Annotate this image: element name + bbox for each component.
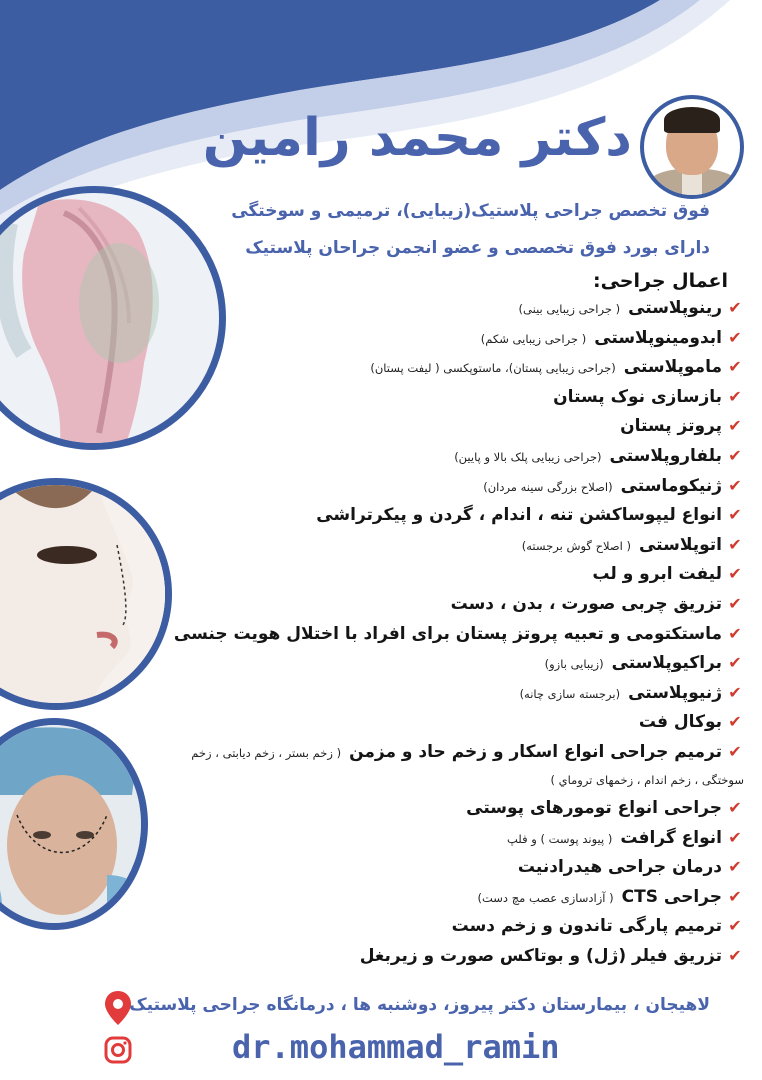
list-item-title: بلفاروپلاستی (609, 445, 722, 466)
list-item-note: ( جراحی زیبایی شکم) (480, 331, 587, 346)
list-item (184, 476, 744, 506)
list-item-title: براکیوپلاستی (611, 653, 722, 674)
list-item (184, 328, 744, 358)
list-item (184, 712, 744, 742)
check-icon: ✔ (728, 827, 742, 847)
check-icon: ✔ (728, 623, 742, 643)
list-item-title: اتوپلاستی (638, 534, 722, 555)
services-list (173, 298, 744, 772)
list-item-title: تزریق چربی صورت ، بدن ، دست (450, 593, 722, 614)
list-item-title: پروتز پستان (620, 416, 722, 437)
list-item (184, 946, 744, 976)
check-icon: ✔ (728, 534, 742, 554)
check-icon: ✔ (728, 445, 742, 465)
list-item-title: رینوپلاستی (628, 298, 722, 318)
services-heading: اعمال جراحی: (592, 270, 728, 292)
list-item (184, 298, 744, 328)
list-item-title: تزریق فیلر (ژل) و بوتاکس صورت و زیربغل (359, 945, 722, 966)
surgery-patient-image (0, 718, 148, 930)
list-item-note: (برجسته سازی چانه) (519, 686, 621, 701)
list-item (184, 416, 744, 446)
list-item-note: (جراحی زیبایی پلک بالا و پایین) (454, 449, 602, 464)
doctor-avatar (640, 95, 744, 199)
check-icon: ✔ (728, 653, 742, 673)
list-item-note: (جراحی زیبایی پستان)، ماستوپکسی ( لیفت پستان) (370, 361, 616, 376)
location-pin-icon (104, 990, 132, 1026)
list-item (184, 683, 744, 713)
face-profile-image (0, 478, 172, 710)
list-item-title: بوکال فت (638, 712, 722, 733)
list-item-title: جراحی CTS (621, 886, 722, 907)
list-item-title: ترمیم جراحی انواع اسکار و زخم حاد و مزمن (349, 741, 722, 762)
check-icon: ✔ (728, 712, 742, 732)
list-item-title: بازسازی نوک پستان (553, 386, 722, 407)
list-item-note: ( زخم بستر ، زخم دیابتی ، زخم (191, 745, 342, 760)
check-icon: ✔ (728, 916, 742, 936)
list-item-title: لیفت ابرو و لب (592, 564, 722, 585)
list-item (184, 916, 744, 946)
list-item (184, 446, 744, 476)
check-icon: ✔ (728, 593, 742, 613)
list-item-continuation: سوختگی ، زخم اندام ، زخمهای تروماي ) (550, 773, 744, 787)
list-item (184, 535, 744, 565)
check-icon: ✔ (728, 945, 742, 965)
list-item-title: جراحی انواع تومورهای پوستی (466, 798, 722, 818)
list-item-note: ( جراحی زیبایی بینی) (518, 302, 621, 316)
list-item-note: ( اصلاح گوش برجسته) (521, 538, 631, 553)
services-list-2 (184, 798, 744, 976)
check-icon: ✔ (728, 886, 742, 906)
list-item-note: (اصلاح بزرگی سینه مردان) (483, 479, 613, 494)
list-item-title: ژنیکوماستی (620, 475, 722, 496)
list-item-title: انواع لیپوساکشن تنه ، اندام ، گردن و پیکرتراشی (316, 505, 722, 526)
list-item-note: (زیبایی بازو) (544, 657, 604, 672)
list-item-title: ژنیوپلاستی (628, 682, 722, 703)
check-icon: ✔ (728, 327, 742, 347)
list-item-note: ( آزادسازی عصب مچ دست) (477, 890, 614, 905)
check-icon: ✔ (728, 386, 742, 406)
address-text: لاهیجان ، بیمارستان دکتر پیروز، دوشنبه ها ، درمانگاه جراحی پلاستیک (129, 995, 710, 1015)
list-item-title: ماموپلاستی (623, 357, 722, 378)
list-item (184, 742, 744, 772)
list-item-title: ماستکتومی و تعبیه پروتز پستان برای افراد با اختلال هویت جنسی (173, 623, 722, 644)
list-item (184, 857, 744, 887)
board-line: دارای بورد فوق تخصصی و عضو انجمن جراحان پلاستیک (245, 238, 710, 258)
doctor-name: دکتر محمد رامین (202, 108, 632, 168)
check-icon: ✔ (728, 682, 742, 702)
check-icon: ✔ (728, 505, 742, 525)
list-item-note: ( پیوند پوست ) و فلپ (507, 831, 613, 846)
list-item (184, 828, 744, 858)
list-item-title: ترمیم پارگی تاندون و زخم دست (451, 916, 722, 937)
check-icon: ✔ (728, 741, 742, 761)
instagram-icon[interactable] (104, 1036, 132, 1064)
check-icon: ✔ (728, 564, 742, 584)
list-item (184, 357, 744, 387)
specialty-line: فوق تخصص جراحی پلاستیک(زیبایی)، ترمیمی و سوختگی (231, 201, 710, 221)
check-icon: ✔ (728, 357, 742, 377)
list-item (184, 564, 744, 594)
list-item (184, 505, 744, 535)
instagram-handle[interactable]: dr.mohammad_ramin (232, 1028, 560, 1066)
list-item (184, 387, 744, 417)
check-icon: ✔ (728, 798, 742, 817)
list-item (184, 798, 744, 828)
check-icon: ✔ (728, 857, 742, 877)
check-icon: ✔ (728, 298, 742, 317)
list-item-title: درمان جراحی هیدرادنیت (517, 857, 722, 878)
check-icon: ✔ (728, 416, 742, 436)
list-item (173, 623, 744, 654)
check-icon: ✔ (728, 475, 742, 495)
list-item (184, 887, 744, 917)
list-item (184, 653, 744, 683)
list-item-title: انواع گرافت (620, 827, 722, 848)
list-item-title: ابدومینوپلاستی (594, 327, 722, 348)
list-item (184, 594, 744, 624)
